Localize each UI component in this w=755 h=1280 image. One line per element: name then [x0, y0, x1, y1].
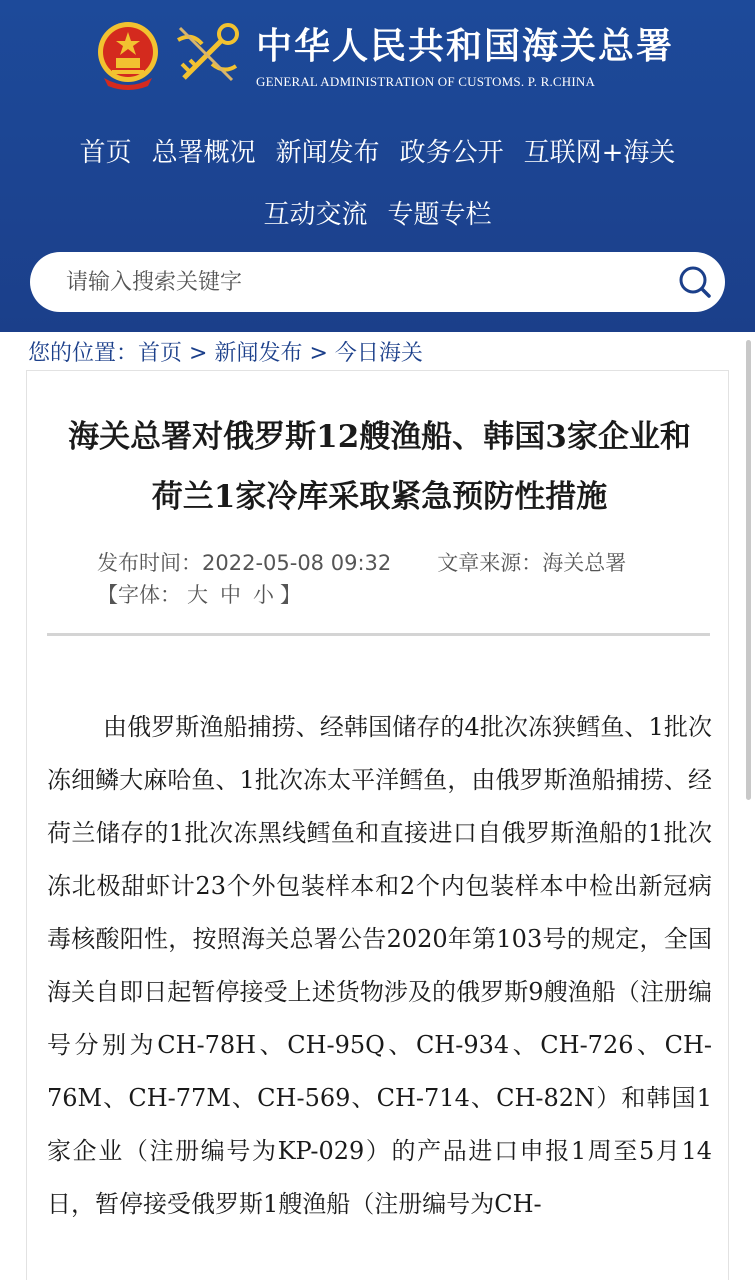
breadcrumb-home[interactable]: 首页 [138, 341, 183, 366]
font-size-small-button[interactable]: 小 [253, 583, 274, 607]
source-label: 文章来源： [437, 551, 543, 575]
nav-item-home[interactable]: 首页 [79, 138, 132, 168]
nav-item-special-topics[interactable]: 专题专栏 [387, 200, 492, 230]
publish-time-label: 发布时间： [97, 551, 202, 575]
site-title: 中华人民共和国海关总署 [256, 25, 675, 67]
main-nav-row-2 [0, 194, 755, 231]
breadcrumb [28, 336, 423, 367]
breadcrumb-label: 您的位置： [28, 341, 139, 366]
search-input[interactable] [66, 252, 666, 312]
main-nav-row-1 [0, 132, 755, 169]
nav-item-gov-affairs[interactable]: 政务公开 [399, 138, 504, 168]
search-icon[interactable] [677, 264, 713, 300]
nav-item-interaction[interactable]: 互动交流 [263, 200, 368, 230]
breadcrumb-news[interactable]: 新闻发布 [214, 341, 303, 366]
font-size-end: 】 [280, 583, 301, 607]
nav-item-internet-customs[interactable]: 互联网+海关 [523, 138, 676, 168]
site-header [0, 0, 755, 332]
breadcrumb-today-customs[interactable]: 今日海关 [334, 341, 423, 366]
search-bar [30, 252, 725, 312]
title-divider [47, 633, 710, 636]
font-size-label: 【字体： [97, 583, 181, 607]
national-emblem-icon [96, 20, 160, 90]
nav-item-overview[interactable]: 总署概况 [151, 138, 256, 168]
article-body: 由俄罗斯渔船捕捞、经韩国储存的4批次冻狭鳕鱼、1批次冻细鳞大麻哈鱼、1批次冻太平洋鳕鱼，由俄罗斯渔船捕捞、经荷兰储存的1批次冻黑线鳕鱼和直接进口自俄罗斯渔船的1批次冻北极甜虾计23个外包装样本和2个内包装样本中检出新冠病毒核酸阳性，按照海关总署公告2020年第103号的规定，全国海关自即日起暂停接受上述货物涉及的俄罗斯9艘渔船（注册编号分别为CH-78H、CH-95Q、CH-934、CH-726、CH-76M、CH-77M、CH-569、CH-714、CH-82N）和韩国1家企业（注册编号为KP-029）的产品进口申报1周至5月14日，暂停接受俄罗斯1艘渔船（注册编号为CH- [47, 713, 712, 1218]
article-card [26, 370, 729, 1280]
publish-time: 2022-05-08 09:32 [202, 551, 392, 575]
breadcrumb-separator: > [182, 341, 215, 366]
font-size-medium-button[interactable]: 中 [220, 583, 241, 607]
article-title: 海关总署对俄罗斯12艘渔船、韩国3家企业和荷兰1家冷库采取紧急预防性措施 [68, 419, 691, 515]
article-meta [97, 547, 667, 611]
page-scrollbar[interactable] [746, 340, 751, 800]
article-source: 海关总署 [542, 551, 627, 575]
nav-item-news[interactable]: 新闻发布 [275, 138, 380, 168]
customs-key-logo-icon [172, 20, 242, 86]
breadcrumb-separator: > [302, 341, 335, 366]
site-title-english: GENERAL ADMINISTRATION OF CUSTOMS. P. R.CHINA [256, 74, 596, 89]
font-size-large-button[interactable]: 大 [187, 583, 208, 607]
